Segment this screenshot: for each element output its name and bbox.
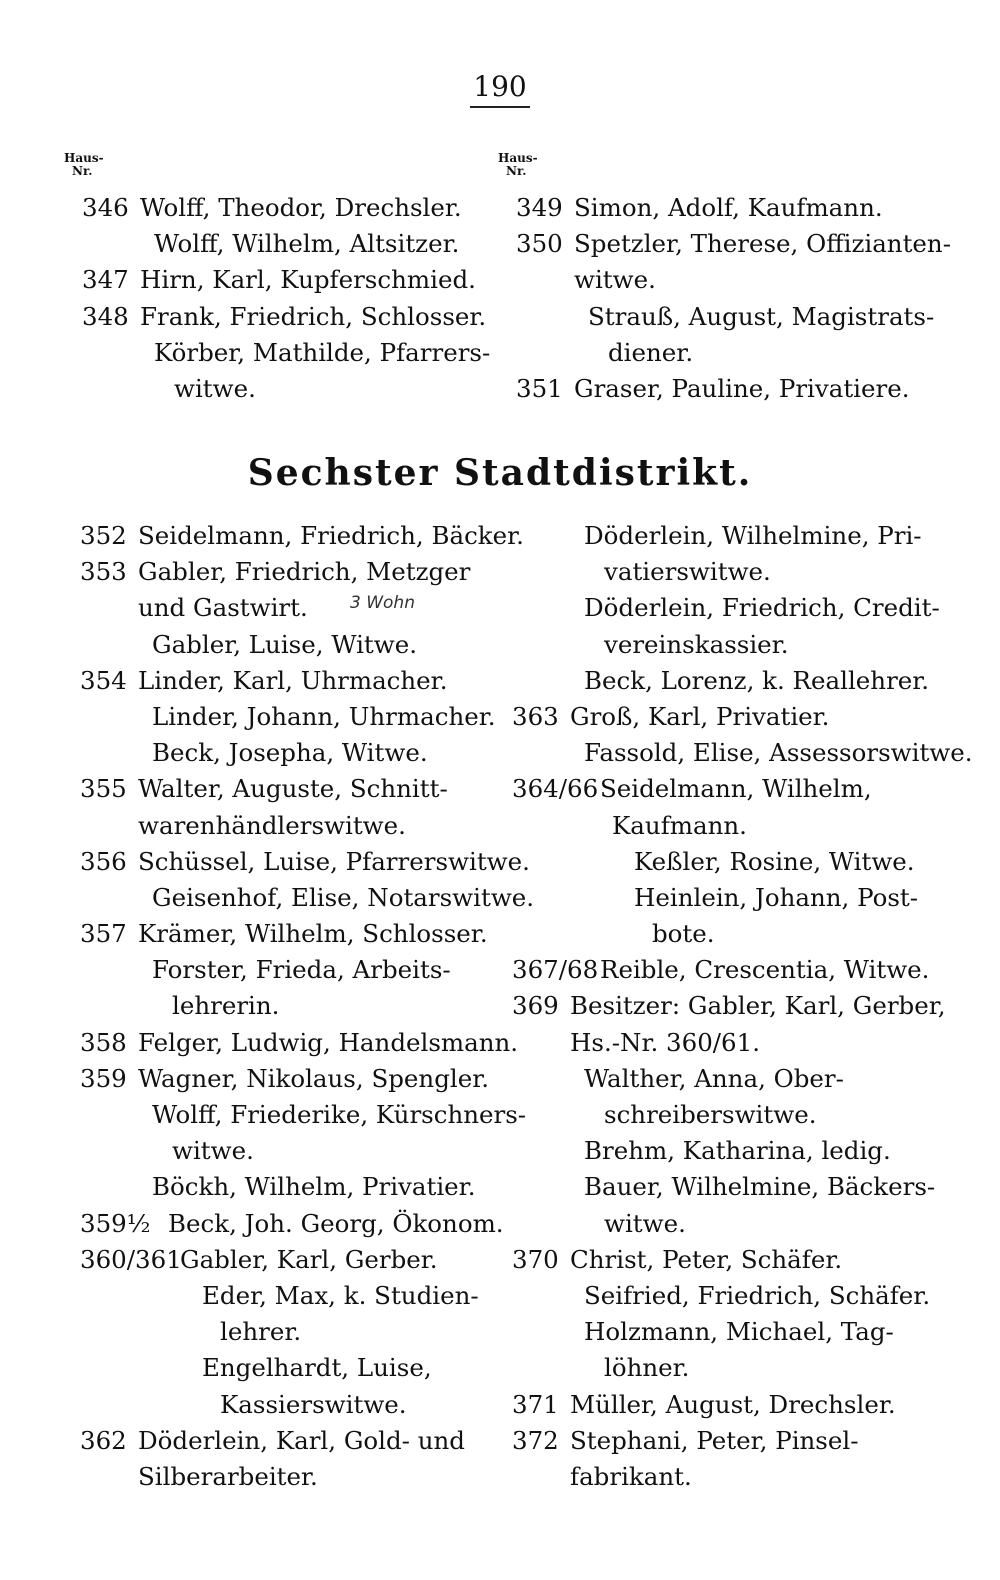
list-item [512,916,932,952]
list-item [512,1350,932,1386]
list-item [82,371,492,407]
house-number: 354 [80,665,127,695]
list-item [512,1025,932,1061]
resident-entry: Frank, Friedrich, Schlosser. [140,301,487,331]
list-item [80,1169,490,1205]
column-header-left [64,152,104,178]
list-item [512,590,940,626]
resident-entry: witwe. [172,1136,254,1166]
bottom-left-column [80,518,535,1495]
list-item [512,1133,932,1169]
section-heading: Sechster Stadtdistrikt. [247,452,753,494]
list-item [80,1242,490,1278]
list-item [80,1314,490,1350]
column-header-label: Haus- [498,151,538,165]
page-number-underline [470,106,530,108]
list-item [80,1423,490,1459]
list-item [80,735,490,771]
resident-entry: Beck, Joh. Georg, Ökonom. [168,1208,504,1238]
resident-entry: Müller, August, Drechsler. [570,1389,896,1419]
house-number: 369 [512,991,559,1021]
top-left-column [82,190,492,407]
resident-entry: Seidelmann, Wilhelm, [600,774,872,804]
list-item [80,518,524,554]
resident-entry: fabrikant. [570,1461,692,1491]
resident-entry: witwe. [604,1208,686,1238]
list-item [512,952,932,988]
resident-entry: lehrerin. [172,991,280,1021]
resident-entry: Graser, Pauline, Privatiere. [574,373,910,403]
column-header-label: Nr. [506,164,527,178]
column-header-right [498,152,538,178]
resident-entry: Beck, Lorenz, k. Reallehrer. [584,665,930,695]
resident-entry: bote. [652,919,715,949]
list-item [516,299,935,335]
resident-entry: Wolff, Theodor, Drechsler. [140,193,462,222]
list-item [512,663,932,699]
list-item [512,808,932,844]
resident-entry: schreiberswitwe. [604,1100,817,1129]
page-number [0,70,1000,108]
resident-entry: Beck, Josepha, Witwe. [152,738,428,768]
resident-entry: Simon, Adolf, Kaufmann. [574,193,883,222]
house-number: 346 [82,193,129,222]
list-item [512,1459,932,1495]
list-item [512,844,932,880]
list-item [512,735,973,771]
resident-entry: Krämer, Wilhelm, Schlosser. [138,919,488,949]
house-number: 347 [82,265,129,295]
list-item [516,371,926,407]
list-item [80,808,490,844]
list-item [80,844,530,880]
house-number: 359 [80,1063,127,1093]
resident-entry: Christ, Peter, Schäfer. [570,1244,843,1274]
top-right-column [516,190,951,407]
resident-entry: Walter, Auguste, Schnitt- [138,774,448,804]
house-number: 370 [512,1244,559,1274]
list-item [80,1133,490,1169]
house-number: 364/66 [512,774,599,804]
resident-entry: witwe. [174,373,256,403]
resident-entry: Silberarbeiter. [138,1461,318,1491]
list-item [80,1206,504,1242]
list-item [512,554,932,590]
resident-entry: Gabler, Friedrich, Metzger [138,557,471,587]
bottom-right-column [512,518,973,1495]
resident-entry: Döderlein, Wilhelmine, Pri- [584,521,922,550]
list-item [516,226,951,262]
resident-entry: Walther, Anna, Ober- [584,1063,844,1093]
house-number: 353 [80,557,127,587]
resident-entry: Eder, Max, k. Studien- [202,1280,479,1310]
resident-entry: Reible, Crescentia, Witwe. [600,955,930,985]
resident-entry: Kaufmann. [612,810,747,840]
resident-entry: Gabler, Luise, Witwe. [152,629,418,659]
resident-entry: Forster, Frieda, Arbeits- [152,955,451,985]
list-item [82,190,492,226]
list-item [512,1242,932,1278]
resident-entry: Linder, Johann, Uhrmacher. [152,701,496,731]
resident-entry: und Gastwirt. [138,593,308,623]
resident-entry: Schüssel, Luise, Pfarrerswitwe. [138,846,530,876]
resident-entry: löhner. [604,1353,690,1383]
house-number: 352 [80,521,127,550]
resident-entry: Spetzler, Therese, Offizianten- [574,229,951,259]
list-item [80,1025,519,1061]
list-item [80,880,535,916]
column-header-label: Haus- [64,151,104,165]
list-item [80,1459,490,1495]
house-number: 358 [80,1027,127,1057]
list-item [80,663,490,699]
list-item [512,627,932,663]
resident-entry: diener. [608,337,694,367]
resident-entry: Brehm, Katharina, ledig. [584,1136,891,1166]
house-number: 360/361 [80,1244,182,1274]
list-item [82,226,492,262]
resident-entry: Seifried, Friedrich, Schäfer. [584,1280,931,1310]
resident-entry: vereinskassier. [604,629,789,659]
list-item [512,1423,932,1459]
list-item [516,262,926,298]
house-number: 367/68 [512,955,599,985]
list-item [80,916,490,952]
list-item [512,880,932,916]
list-item [516,190,926,226]
list-item [80,590,490,626]
list-item [512,1206,932,1242]
house-number: 349 [516,193,563,222]
resident-entry: Körber, Mathilde, Pfarrers- [154,337,491,367]
resident-entry: Linder, Karl, Uhrmacher. [138,665,448,695]
resident-entry: Wolff, Friederike, Kürschners- [152,1100,527,1129]
list-item [512,1314,932,1350]
list-item [512,771,932,807]
resident-entry: Gabler, Karl, Gerber. [180,1244,438,1274]
resident-entry: vatierswitwe. [604,557,771,587]
resident-entry: Fassold, Elise, Assessorswitwe. [584,738,973,768]
page-number-text: 190 [473,70,527,103]
list-item [512,699,932,735]
list-item [80,1097,527,1133]
house-number: 355 [80,774,127,804]
list-item [512,988,946,1024]
resident-entry: lehrer. [220,1317,302,1347]
list-item [80,771,490,807]
list-item [80,1387,490,1423]
list-item [82,262,492,298]
resident-entry: Holzmann, Michael, Tag- [584,1317,894,1347]
list-item [82,299,492,335]
resident-entry: Seidelmann, Friedrich, Bäcker. [138,521,524,550]
list-item [512,1387,932,1423]
resident-entry: Besitzer: Gabler, Karl, Gerber, [570,991,946,1021]
house-number: 371 [512,1389,559,1419]
resident-entry: Keßler, Rosine, Witwe. [634,846,915,876]
list-item [512,1278,932,1314]
house-number: 348 [82,301,129,331]
resident-entry: warenhändlerswitwe. [138,810,406,840]
list-item [80,952,490,988]
resident-entry: Heinlein, Johann, Post- [634,882,919,912]
resident-entry: Strauß, August, Magistrats- [588,301,935,331]
resident-entry: Hs.-Nr. 360/61. [570,1027,761,1057]
list-item [80,554,490,590]
resident-entry: Kassierswitwe. [220,1389,407,1419]
list-item [80,988,490,1024]
list-item [512,1061,932,1097]
resident-entry: Felger, Ludwig, Handelsmann. [138,1027,519,1057]
resident-entry: Bauer, Wilhelmine, Bäckers- [584,1172,936,1202]
resident-entry: Stephani, Peter, Pinsel- [570,1425,859,1455]
list-item [80,1061,490,1097]
house-number: 372 [512,1425,559,1455]
resident-entry: Döderlein, Friedrich, Credit- [584,593,940,623]
house-number: 359½ [80,1208,151,1238]
list-item [512,1169,936,1205]
resident-entry: Groß, Karl, Privatier. [570,701,830,731]
list-item [80,1278,490,1314]
house-number: 350 [516,229,563,259]
list-item [80,699,496,735]
resident-entry: Hirn, Karl, Kupferschmied. [140,265,476,295]
resident-entry: Engelhardt, Luise, [202,1353,432,1383]
handwritten-note: 3 Wohn [350,593,415,613]
list-item [512,518,932,554]
house-number: 351 [516,373,563,403]
list-item [80,1350,490,1386]
list-item [80,627,490,663]
column-header-label: Nr. [72,164,93,178]
house-number: 363 [512,701,559,731]
list-item [82,335,492,371]
resident-entry: Böckh, Wilhelm, Privatier. [152,1172,476,1202]
house-number: 357 [80,919,127,949]
house-number: 356 [80,846,127,876]
resident-entry: Wolff, Wilhelm, Altsitzer. [154,229,460,259]
resident-entry: witwe. [574,265,656,295]
resident-entry: Wagner, Nikolaus, Spengler. [138,1063,490,1093]
resident-entry: Döderlein, Karl, Gold- und [138,1425,465,1455]
resident-entry: Geisenhof, Elise, Notarswitwe. [152,882,535,912]
house-number: 362 [80,1425,127,1455]
list-item [516,335,926,371]
list-item [512,1097,932,1133]
